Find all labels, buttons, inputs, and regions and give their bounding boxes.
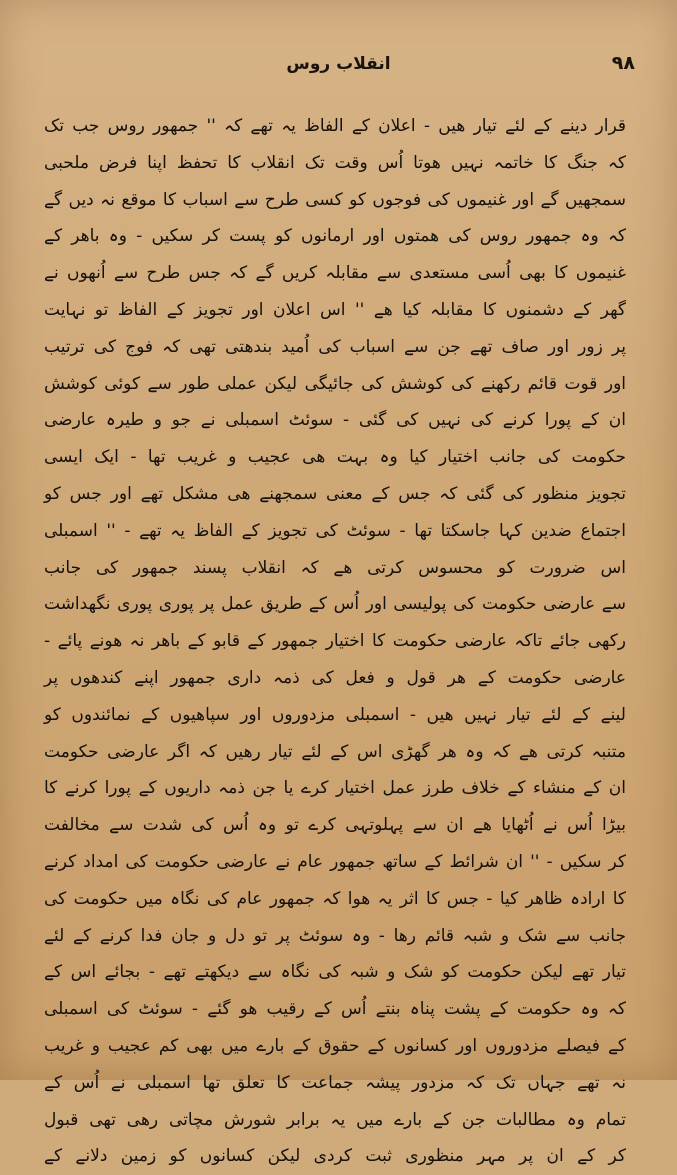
body-text bbox=[44, 108, 626, 1175]
text-line: عارضی حکومت کے ھر قول و فعل کی ذمہ داری جمھور اپنے کندھوں پر bbox=[44, 667, 626, 688]
text-line: لینے کے لئے تیار نہیں ھیں - اسمبلی مزدوروں اور سپاھیوں کے نمائندوں کو bbox=[44, 704, 626, 725]
text-line: ان کے منشاء کے خلاف طرز عمل اختیار کرے یا جن ذمہ داریوں کے پورا کرنے کا bbox=[44, 778, 626, 799]
text-line: کہ جنگ کا خاتمہ نہیں ھوتا اُس وقت تک انقلاب کا تحفظ اپنا فرض ملحبی bbox=[44, 152, 626, 173]
text-line: کا ارادہ ظاھر کیا - جس کا اثر یہ ھوا کہ جمھور عام کی نگاہ میں حکومت کی bbox=[44, 888, 626, 909]
text-line: تمام وہ مطالبات جن کے بارے میں یہ برابر شورش مچاتی رھی تھی قبول bbox=[44, 1109, 626, 1130]
text-line: کہ وہ حکومت کے پشت پناہ بنتے اُس کے رقیب ھو گئے - سوئٹ کی اسمبلی bbox=[44, 999, 626, 1020]
text-line: تیار تھے لیکن حکومت کو شک و شبہ کی نگاہ سے دیکھتے تھے - بجائے اس کے bbox=[44, 962, 626, 983]
text-line: کے فیصلے مزدوروں اور کسانوں کے حقوق کے بارے میں بھی کم عجیب و غریب bbox=[44, 1035, 626, 1056]
text-line: کر کے ان پر مہر منظوری ثبت کردی لیکن کسانوں کو زمین دلانے کے bbox=[44, 1146, 626, 1167]
text-line: غنیموں کا بھی اُسی مستعدی سے مقابلہ کریں گے کہ جس طرح سے اُنھوں نے bbox=[44, 263, 626, 284]
text-line: گھر کے دشمنوں کا مقابلہ کیا ھے '' اس اعلان اور تجویز کے الفاظ تو نہایت bbox=[44, 299, 626, 320]
text-line: کر سکیں - '' ان شرائط کے ساتھ جمھور عام نے عارضی حکومت کی امداد کرنے bbox=[44, 851, 626, 872]
text-line: بیڑا اُس نے اُٹھایا ھے ان سے پہلوتہی کرے تو وہ اُس کی شدت سے مخالفت bbox=[44, 815, 626, 836]
text-line: سمجھیں گے اور غنیموں کی فوجوں کو کسی طرح سے اسباب کا موقع نہ دیں گے bbox=[44, 189, 626, 210]
text-line: پر زور اور صاف تھے جن سے اسباب کی اُمید بندھتی تھی کہ فوج کی ترتیب bbox=[44, 336, 626, 357]
page-header bbox=[0, 46, 677, 86]
text-line: حکومت کی جانب اختیار کیا وہ بہت ھی عجیب و غریب تھا - ایک ایسی bbox=[44, 447, 626, 468]
text-line: تجویز منظور کی گئی کہ جس کے معنی سمجھنے ھی مشکل تھے اور جس کو bbox=[44, 483, 626, 504]
page-number: ۹۸ bbox=[611, 52, 635, 74]
text-line: کہ وہ جمھور روس کی ھمتوں اور ارمانوں کو پست کر سکیں - وہ باھر کے bbox=[44, 226, 626, 247]
text-line: متنبہ کرتی ھے کہ وہ ھر گھڑی اس کے لئے تیار رھیں کہ اگر عارضی حکومت bbox=[44, 741, 626, 762]
text-line: اور قوت قائم رکھنے کی کوشش کی جائیگی لیکن عملی طور سے کوئی کوشش bbox=[44, 373, 626, 394]
text-line: نہ تھے جہاں تک کہ مزدور پیشہ جماعت کا تعلق تھا اسمبلی نے اُس کے bbox=[44, 1072, 626, 1093]
text-line: اس ضرورت کو محسوس کرتی ھے کہ انقلاب پسند جمھور کی جانب bbox=[44, 557, 626, 578]
text-line: قرار دینے کے لئے تیار ھیں - اعلان کے الفاظ یہ تھے کہ '' جمھور روس جب تک bbox=[44, 116, 626, 136]
text-line: اجتماع ضدین کہا جاسکتا تھا - سوئٹ کی تجویز کے الفاظ یہ تھے - '' اسمبلی bbox=[44, 520, 626, 541]
text-line: رکھی جائے تاکہ عارضی حکومت کا اختیار جمھور کے قابو کے باھر نہ ھونے پائے - bbox=[44, 631, 626, 652]
running-title: انقلاب روس bbox=[286, 54, 391, 74]
text-line: سے عارضی حکومت کی پولیسی اور اُس کے طریق عمل پر پوری پوری نگھداشت bbox=[44, 594, 626, 615]
text-line: جانب سے شک و شبہ قائم رھا - وہ سوئٹ پر تو دل و جان فدا کرنے کے لئے bbox=[44, 925, 626, 946]
text-line: ان کے پورا کرنے کی نہیں کی گئی - سوئٹ اسمبلی نے جو و طیرہ عارضی bbox=[44, 410, 626, 431]
